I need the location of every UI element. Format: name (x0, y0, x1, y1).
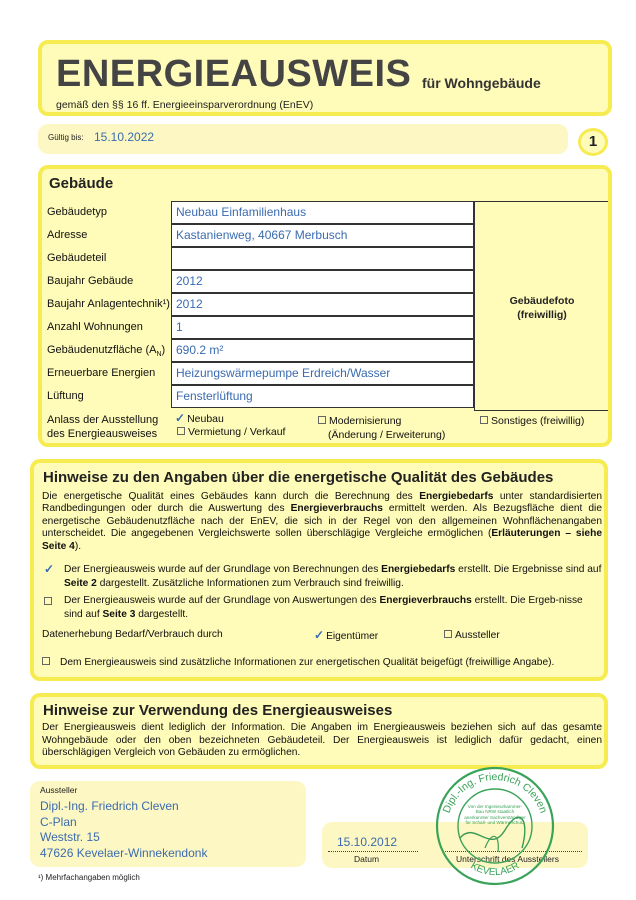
additional-info-label: Dem Energieausweis sind zusätzliche Informationen zur energetischen Qualität beigefügt (freiwillige Angabe). (60, 657, 555, 668)
issuer-line: Dipl.-Ing. Friedrich Cleven (40, 799, 179, 813)
row-label-end: ) (161, 344, 166, 356)
building-row (42, 293, 472, 316)
building-section (38, 165, 612, 447)
building-row (42, 385, 472, 408)
issuer-line: 47626 Kevelaer-Winnekendonk (40, 845, 208, 860)
issuer-line: Weststr. 15 (40, 830, 100, 844)
row-value: 1 (171, 316, 474, 339)
quality-notes-section (30, 459, 608, 681)
checkbox-icon (318, 416, 326, 424)
text-part: Die energetische Qualität eines Gebäudes kann durch die Berechnung des (42, 491, 420, 502)
validity-row (38, 124, 568, 154)
checkbox-icon (177, 427, 185, 435)
text-part: dargestellt. (135, 608, 189, 620)
row-value: Heizungswärmepumpe Erdreich/Wasser (171, 362, 474, 385)
row-label: Adresse (47, 229, 88, 241)
date-line (328, 851, 418, 852)
quality-notes-heading: Hinweise zu den Angaben über die energetische Qualität des Gebäudes (43, 469, 554, 486)
page-number-badge: 1 (578, 128, 608, 156)
document-title: ENERGIEAUSWEIS (56, 53, 412, 95)
document-title-suffix: für Wohngebäude (422, 75, 541, 91)
option-sonstiges[interactable] (480, 415, 584, 428)
option-vermietung[interactable] (177, 426, 285, 439)
option-bedarf[interactable] (42, 563, 602, 590)
text-part: dargestellt. Zusätzliche Informationen zum Verbrauch sind freiwillig. (96, 577, 404, 589)
option-label: Sonstiges (freiwillig) (491, 415, 585, 427)
text-part: Der Energieausweis wurde auf der Grundlage von Auswertungen des (64, 595, 380, 606)
row-label-text: Gebäudenutzfläche (A (47, 344, 157, 356)
issuer-box (30, 781, 306, 867)
row-value: 690.2 m² (171, 339, 474, 362)
text-part: erstellt. Die Ergeb-nisse sind auf (64, 595, 583, 620)
certificate-header (38, 40, 612, 116)
usage-notes-section (30, 693, 608, 769)
text-bold: Energieverbrauchs (379, 595, 472, 606)
option-label: Eigentümer (326, 631, 379, 642)
valid-until-label: Gültig bis: (48, 133, 84, 142)
stamp-bottom-text: KEVELAER (468, 860, 522, 879)
text-part: ). (74, 540, 82, 552)
option-label: Aussteller (455, 630, 500, 641)
checkmark-icon: ✓ (175, 411, 186, 425)
photo-label-line2: (freiwillig) (517, 309, 567, 321)
building-row (42, 201, 472, 224)
row-value: Neubau Einfamilienhaus (171, 201, 474, 224)
signature-date: 15.10.2012 (337, 835, 398, 849)
footnote: ¹) Mehrfachangaben möglich (38, 873, 140, 882)
photo-label-line1: Gebäudefoto (509, 295, 575, 307)
row-label-subscript: N (156, 351, 162, 359)
photo-label (475, 294, 609, 322)
issuer-line: C-Plan (40, 814, 77, 829)
checkmark-icon: ✓ (314, 628, 325, 642)
checkbox-icon (444, 630, 452, 638)
text-bold: Seite 3 (102, 608, 136, 620)
date-caption: Datum (354, 854, 380, 864)
additional-info-row[interactable] (42, 657, 602, 671)
building-row (42, 316, 472, 339)
stamp-center (464, 804, 526, 848)
document-subtitle: gemäß den §§ 16 ff. Energieeinsparverordnung (EnEV) (56, 99, 314, 111)
data-collection-row (42, 629, 602, 643)
checkbox-icon (42, 657, 50, 665)
text-bold: Energiebedarfs (381, 564, 456, 575)
checkbox-icon (44, 597, 52, 605)
row-value: 2012 (171, 270, 474, 293)
row-value: 2012 (171, 293, 474, 316)
option-label: Neubau (187, 413, 224, 425)
building-row (42, 270, 472, 293)
occasion-label-line2: des Energieausweises (47, 428, 158, 440)
valid-until-date: 15.10.2022 (94, 130, 155, 144)
text-bold: Seite 2 (64, 577, 97, 589)
text-bold: Erläuterungen – siehe Seite 4 (42, 528, 602, 552)
row-label: Anzahl Wohnungen (47, 321, 143, 333)
text-part: Der Energieausweis wurde auf der Grundlage von Berechnungen des (64, 564, 382, 575)
row-label (42, 339, 170, 362)
option-aussteller[interactable] (444, 630, 500, 641)
row-label: Gebäudetyp (47, 206, 107, 218)
usage-notes-heading: Hinweise zur Verwendung des Energieausweises (43, 702, 393, 719)
row-label: Baujahr Anlagentechnik¹) (47, 298, 170, 310)
text-bold: Energiebedarfs (419, 491, 494, 502)
option-label: Vermietung / Verkauf (188, 426, 286, 438)
issuer-address (40, 799, 207, 861)
occasion-label (47, 413, 158, 441)
option-modernisierung-detail: (Änderung / Erweiterung) (328, 429, 446, 441)
text-part: erstellt. Die Ergebnisse sind auf (455, 564, 602, 575)
usage-notes-body: Der Energieausweis dient lediglich der Information. Die Angaben im Energieausweis beziehen sich auf das gesamte Wohngebäude oder den oben bezeichneten Gebäudeteil. Der Energieausweis ist lediglich dafür gedacht, einen überschlägigen Vergleich von Gebäuden zu ermöglichen. (42, 722, 602, 759)
quality-notes-body (42, 491, 602, 553)
building-photo-placeholder (474, 201, 608, 411)
signature-caption: Unterschrift des Ausstellers (456, 854, 559, 864)
stamp-top-text: Dipl.-Ing. Friedrich Cleven (440, 770, 550, 815)
row-label: Baujahr Gebäude (47, 275, 134, 287)
building-row (42, 224, 472, 247)
option-verbrauch[interactable] (42, 594, 602, 621)
option-eigentuemer[interactable] (314, 628, 378, 642)
occasion-label-line1: Anlass der Ausstellung (47, 414, 159, 426)
text-part: unter standardisierten Randbedingungen oder durch die Auswertung des (42, 491, 602, 515)
option-label: Modernisierung (329, 415, 402, 427)
option-modernisierung[interactable] (318, 415, 401, 428)
stamp-center-text: Von der Ingenieurkammer-Bau NRW staatlich anerkannter Sachverständiger für Schall- und Wärmeschutz (464, 804, 526, 826)
checkmark-icon: ✓ (44, 562, 55, 576)
text-part: ermittelt werden. Als Bezugsfläche dient die energetische Gebäudenutzfläche nach der EnEV, die sich in der Regel von den allgemeinen Wohnflächenangaben unterscheidet. Die angegebenen Vergleichswerte sollen überschlägige Vergleiche ermöglichen ( (42, 503, 602, 540)
building-heading: Gebäude (49, 175, 114, 192)
official-stamp-seal (430, 760, 560, 890)
option-neubau[interactable] (175, 412, 224, 426)
building-row (42, 362, 472, 385)
building-row (42, 339, 472, 362)
row-label: Erneuerbare Energien (47, 367, 156, 379)
text-bold: Energieverbrauchs (290, 503, 383, 515)
building-row (42, 247, 472, 270)
row-label: Gebäudeteil (47, 252, 107, 264)
row-value (171, 247, 474, 270)
row-label: Lüftung (47, 390, 84, 402)
row-value: Kastanienweg, 40667 Merbusch (171, 224, 474, 247)
data-collection-label: Datenerhebung Bedarf/Verbrauch durch (42, 629, 223, 640)
issuer-label: Aussteller (40, 785, 78, 795)
checkbox-icon (480, 416, 488, 424)
row-value: Fensterlüftung (171, 385, 474, 408)
